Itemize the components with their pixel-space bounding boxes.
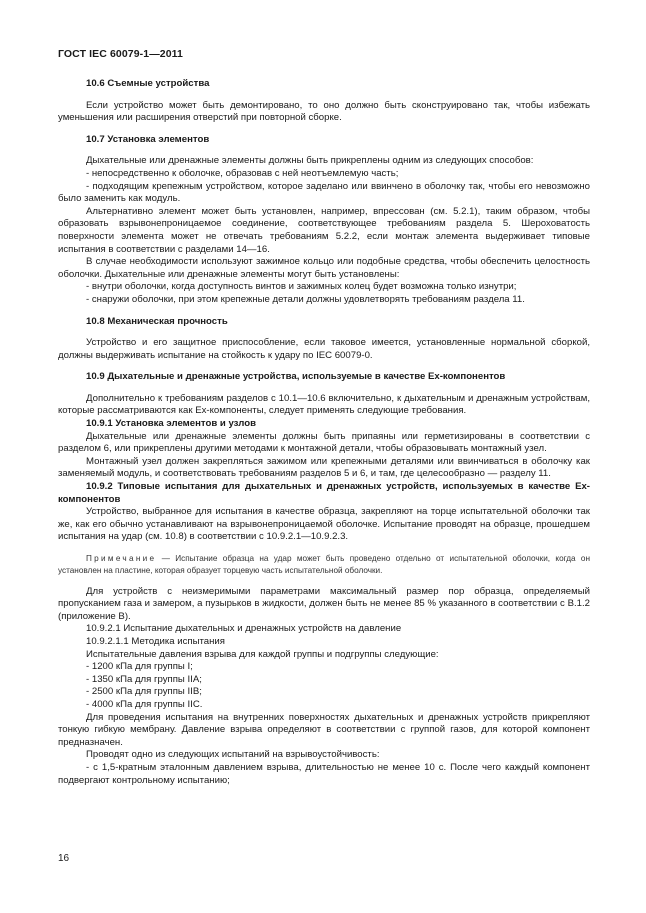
note (58, 553, 590, 577)
paragraph: Проводят одно из следующих испытаний на взрывоустойчивость: (86, 749, 380, 761)
list-item: - с 1,5-кратным эталонным давлением взрыва, длительностью не менее 10 с. После чего каждый компонент подвергают контрольному испытанию; (58, 761, 590, 786)
section-10-9-1-title: 10.9.1 Установка элементов и узлов (86, 418, 257, 430)
list-item: - непосредственно к оболочке, образовав с ней неотъемлемую часть; (86, 167, 399, 179)
subsection-title: 10.9.2.1 Испытание дыхательных и дренажных устройств на давление (86, 623, 402, 635)
paragraph: Устройство, выбранное для испытания в качестве образца, закрепляют на торце испытательной оболочки так же, как его обычно устанавливают на взрывонепроницаемой оболочке. Испытание проводят на образце, прошедшем испытания на удар (см. 10.8) в соответствии с 10.9.2.1—10.9.2.3. (58, 506, 590, 543)
paragraph: Для устройств с неизмеримыми параметрами максимальный размер пор образца, определяемый пропусканием газа и замером, а пузырьков в жидкости, должен быть не менее 85 % указанного в соответствии с В.1.2 (приложение В). (58, 585, 590, 622)
paragraph: Дыхательные или дренажные элементы должны быть припаяны или герметизированы в соответствии с разделом 6, или прикреплены другими методами к монтажной детали, чтобы образовывать монтажный узел. (58, 430, 590, 455)
document-header: ГОСТ IEC 60079-1—2011 (58, 48, 183, 60)
note-text: — Испытание образца на удар может быть проведено отдельно от испытательной оболочки, когда он установлен на пластине, которая образует торцевую часть испытательной оболочки. (58, 554, 590, 575)
note-lead: Примечание (86, 554, 157, 563)
list-item: - 1350 кПа для группы IIA; (86, 673, 202, 685)
paragraph: В случае необходимости используют зажимное кольцо или подобные средства, чтобы обеспечить целостность оболочки. Дыхательные или дренажные элементы могут быть установлены: (58, 256, 590, 280)
page-number: 16 (58, 853, 70, 864)
list-item: - 4000 кПа для группы IIC. (86, 698, 203, 710)
list-item: - подходящим крепежным устройством, которое заделано или ввинчено в оболочку так, чтобы его невозможно было заменить как модуль. (58, 180, 590, 205)
list-item: - 1200 кПа для группы I; (86, 661, 193, 673)
paragraph: Дыхательные или дренажные элементы должны быть прикреплены одним из следующих способов: (86, 155, 534, 167)
list-item: - внутри оболочки, когда доступность винтов и зажимных колец будет возможна только изнутри; (86, 281, 517, 293)
section-10-8-title: 10.8 Механическая прочность (86, 315, 228, 327)
paragraph: Дополнительно к требованиям разделов с 10.1—10.6 включительно, к дыхательным и дренажным устройствам, которые рассматриваются как Ex-компоненты, следует применять следующие требования. (58, 392, 590, 417)
section-10-9-2-title: 10.9.2 Типовые испытания для дыхательных и дренажных устройств, используемых в качестве Ex-компонентов (58, 481, 590, 505)
subsection-title: 10.9.2.1.1 Методика испытания (86, 635, 225, 647)
paragraph: Альтернативно элемент может быть установлен, например, впрессован (см. 5.2.1), таким образом, чтобы образовать взрывонепроницаемое соединение, соответствующее требованиям раздела 5. Шероховатость поверхности элемента может не отвечать требованиям 5.2.2, если монтаж элемента выдерживает типовые испытания в соответствии с разделами 14—16. (58, 205, 590, 255)
paragraph: Испытательные давления взрыва для каждой группы и подгруппы следующие: (86, 648, 439, 660)
paragraph: Для проведения испытания на внутренних поверхностях дыхательных и дренажных устройств прикрепляют тонкую гибкую мембрану. Давление взрыва определяют в соответствии с группой газов, для которой компонент предназначен. (58, 711, 590, 748)
list-item: - 2500 кПа для группы IIB; (86, 686, 202, 698)
section-10-9-title: 10.9 Дыхательные и дренажные устройства, используемые в качестве Ex-компонентов (86, 371, 506, 383)
paragraph: Монтажный узел должен закрепляться зажимом или крепежными деталями или ввинчиваться в оболочку как заменяемый модуль, и соответствовать требованиям разделов 5 и 6, и там, где целесообразно — разделу 11. (58, 455, 590, 480)
section-10-7-title: 10.7 Установка элементов (86, 133, 210, 145)
document-body (58, 78, 590, 787)
list-item: - снаружи оболочки, при этом крепежные детали должны удовлетворять требованиям раздела 11. (86, 293, 525, 305)
paragraph: Устройство и его защитное приспособление, если таковое имеется, установленные нормальной сборкой, должны выдерживать испытание на стойкость к удару по IEC 60079-0. (58, 337, 590, 361)
section-10-6-title: 10.6 Съемные устройства (86, 78, 210, 89)
paragraph: Если устройство может быть демонтировано, то оно должно быть сконструировано так, чтобы избежать уменьшения или расширения отверстий при повторной сборке. (58, 99, 590, 124)
